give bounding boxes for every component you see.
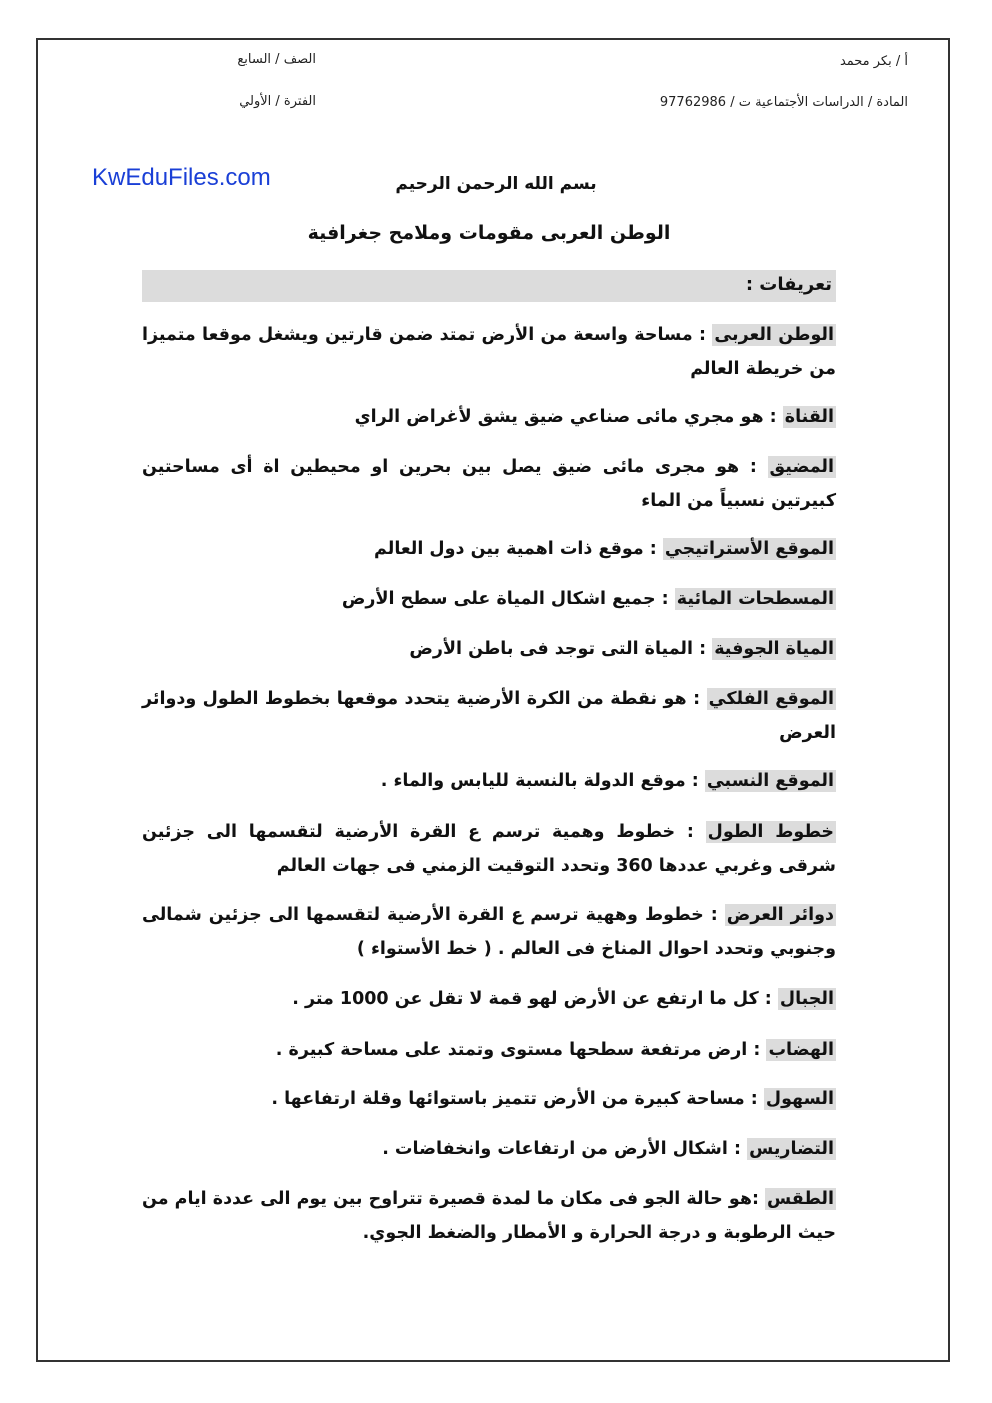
definition-term: المسطحات المائية xyxy=(676,589,834,609)
definition-term: الموقع الأستراتيجي xyxy=(664,539,834,559)
definition-text: : خطوط وهمية ترسم ع القرة الأرضية لتقسمها الى جزئين شرقى وغربي عددها 360 وتحدد التوقيت الزمني فى جهات العالم xyxy=(142,822,836,876)
grade-line: الصف / السابع xyxy=(237,52,316,67)
definition-relative-location xyxy=(142,764,836,798)
definition-plains xyxy=(142,1082,836,1116)
definition-term: الموقع الفلكي xyxy=(708,689,834,709)
definition-weather xyxy=(142,1182,836,1250)
section-heading-band xyxy=(142,270,836,302)
definition-term: المياة الجوفية xyxy=(714,639,834,659)
definition-term: التضاريس xyxy=(749,1139,834,1159)
definition-latitude xyxy=(142,898,836,966)
definition-text: : خطوط وههية ترسم ع القرة الأرضية لتقسمها الى جزئين شمالى وجنوبي وتحدد احوال المناخ فى العالم . ( خط الأستواء ) xyxy=(142,905,836,959)
definition-term: دوائر العرض xyxy=(726,905,834,925)
definition-groundwater xyxy=(142,632,836,666)
page-title: الوطن العربى مقومات وملامح جغرافية xyxy=(307,222,671,244)
definition-term: المضيق xyxy=(769,457,834,477)
definition-term: خطوط الطول xyxy=(707,822,834,842)
subject-line: المادة / الدراسات الأجتماعية ت / 97762986 xyxy=(659,95,908,110)
definition-text: : مساحة واسعة من الأرض تمتد ضمن قارتين ويشغل موقعا متميزا من خريطة العالم xyxy=(142,325,836,379)
definition-text: : مساحة كبيرة من الأرض تتميز باستوائها وقلة ارتفاعها . xyxy=(271,1089,764,1109)
definition-text: : ارض مرتفعة سطحها مستوى وتمتد على مساحة كبيرة . xyxy=(275,1040,767,1060)
definition-plateaus xyxy=(142,1033,836,1067)
definition-text: : موقع ذات اهمية بين دول العالم xyxy=(374,539,663,559)
definition-mountains xyxy=(142,982,836,1016)
definition-term: الموقع النسبي xyxy=(706,771,834,791)
definition-text: : كل ما ارتفع عن الأرض لهو قمة لا تقل عن 1000 متر . xyxy=(292,989,778,1009)
definition-terrain xyxy=(142,1132,836,1166)
teacher-name: أ / بكر محمد xyxy=(839,54,908,69)
definition-arab-world xyxy=(142,318,836,386)
definition-text: : المياة التى توجد فى باطن الأرض xyxy=(409,639,713,659)
definition-canal xyxy=(142,400,836,434)
definition-term: الوطن العربى xyxy=(714,325,834,345)
section-heading: تعريفات : xyxy=(745,274,832,295)
definition-text: : جميع اشكال المياة على سطح الأرض xyxy=(341,589,675,609)
definition-term: القناة xyxy=(784,407,834,427)
basmala: بسم الله الرحمن الرحيم xyxy=(395,174,597,194)
definition-term: الجبال xyxy=(779,989,834,1009)
definition-text: :هو حالة الجو فى مكان ما لمدة قصيرة تتراوح بين يوم الى عددة ايام من حيث الرطوبة و درجة الحرارة و الأمطار والضغط الجوي. xyxy=(142,1189,836,1243)
watermark: KwEduFiles.com xyxy=(92,164,271,191)
period-line: الفترة / الأولي xyxy=(239,94,316,109)
definition-text: : موقع الدولة بالنسبة لليابس والماء . xyxy=(380,771,705,791)
definition-water-bodies xyxy=(142,582,836,616)
definition-text: : هو مجرى مائى ضيق يصل بين بحرين او محيطين اة أى مساحتين كبيرتين نسبياً من الماء xyxy=(142,457,836,511)
definition-term: الهضاب xyxy=(768,1040,834,1060)
definition-term: السهول xyxy=(765,1089,834,1109)
definition-astronomical-location xyxy=(142,682,836,750)
definition-text: : اشكال الأرض من ارتفاعات وانخفاضات . xyxy=(382,1139,748,1159)
definition-strategic-location xyxy=(142,532,836,566)
definition-text: : هو نقطة من الكرة الأرضية يتحدد موقعها بخطوط الطول ودوائر العرض xyxy=(142,689,836,743)
definition-text: : هو مجري مائى صناعي ضيق يشق لأغراض الراي xyxy=(354,407,783,427)
definition-term: الطقس xyxy=(767,1189,834,1209)
definition-strait xyxy=(142,450,836,518)
definition-longitude xyxy=(142,815,836,883)
